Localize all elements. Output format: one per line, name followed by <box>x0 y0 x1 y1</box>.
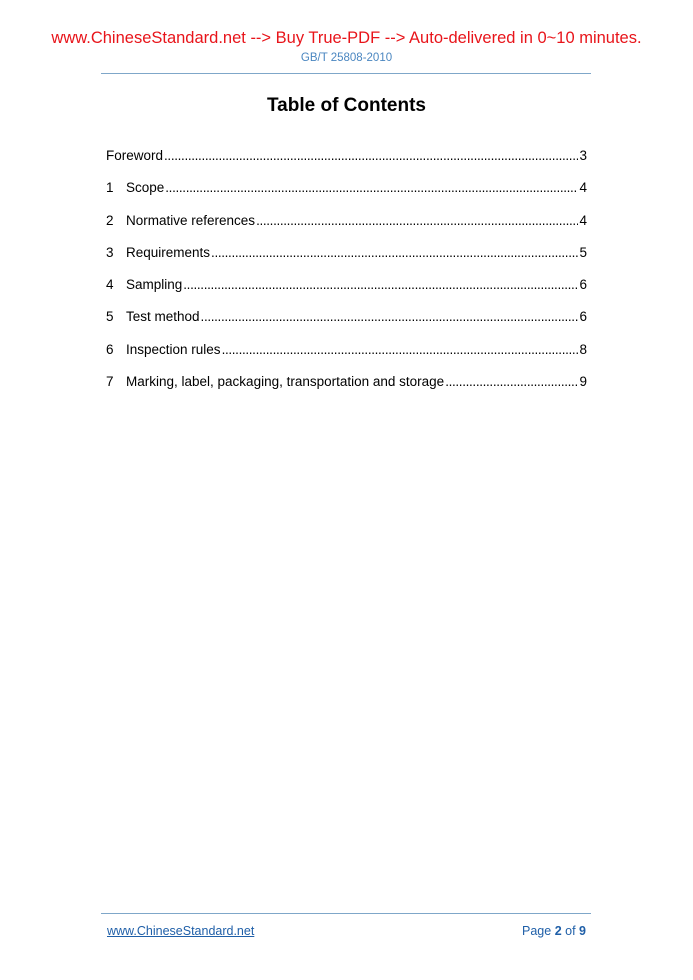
toc-entry-text: Requirements <box>126 244 211 260</box>
toc-entry-page: 4 <box>579 212 587 228</box>
footer-divider <box>101 913 591 914</box>
toc-entry-test-method[interactable] <box>106 308 587 340</box>
promo-banner[interactable]: www.ChineseStandard.net --> Buy True-PDF --> Auto-delivered in 0~10 minutes. <box>51 29 642 47</box>
toc-title: Table of Contents <box>266 95 427 116</box>
toc-entry-text: Test method <box>126 309 200 325</box>
toc-entry-text: Normative references <box>126 212 256 228</box>
toc-dot-leader <box>164 147 578 165</box>
page-total: 9 <box>579 924 586 938</box>
page-current: 2 <box>554 924 562 938</box>
toc-entry-number: 1 <box>106 180 114 196</box>
toc-entry-text: Scope <box>126 180 165 196</box>
toc-dot-leader <box>445 373 578 391</box>
toc-entry-page: 6 <box>579 309 587 325</box>
toc-entry-page: 4 <box>579 180 587 196</box>
toc-entry-number: 7 <box>106 374 114 390</box>
toc-dot-leader <box>256 212 578 230</box>
toc-entry-number: 6 <box>106 341 114 357</box>
toc-entry-text: Inspection rules <box>126 341 221 357</box>
header-divider <box>101 73 591 74</box>
toc-entry-page: 8 <box>579 341 587 357</box>
toc-dot-leader <box>222 341 579 359</box>
footer-website-link[interactable]: www.ChineseStandard.net <box>107 924 255 938</box>
toc-entry-text: Sampling <box>126 277 183 293</box>
toc-entry-number: 4 <box>106 277 114 293</box>
toc-entry-requirements[interactable] <box>106 244 587 276</box>
page-prefix: Page <box>522 924 552 938</box>
document-code: GB/T 25808-2010 <box>300 52 393 64</box>
toc-dot-leader <box>201 308 579 326</box>
table-of-contents <box>106 147 587 405</box>
toc-entry-page: 3 <box>579 148 587 163</box>
toc-dot-leader <box>165 179 578 197</box>
toc-entry-sampling[interactable] <box>106 276 587 308</box>
toc-entry-normative-references[interactable] <box>106 212 587 244</box>
toc-entry-foreword[interactable] <box>106 147 587 179</box>
toc-dot-leader <box>183 276 578 294</box>
toc-entry-page: 5 <box>579 244 587 260</box>
page-indicator <box>522 923 586 939</box>
toc-entry-text: Marking, label, packaging, transportation and storage <box>126 374 445 390</box>
toc-entry-inspection-rules[interactable] <box>106 341 587 373</box>
toc-dot-leader <box>211 244 578 262</box>
toc-entry-scope[interactable] <box>106 179 587 211</box>
toc-entry-number: 5 <box>106 309 114 325</box>
toc-entry-number: 2 <box>106 212 114 228</box>
toc-entry-page: 9 <box>579 374 587 390</box>
toc-entry-text: Foreword <box>106 148 164 163</box>
toc-entry-page: 6 <box>579 277 587 293</box>
toc-entry-number: 3 <box>106 244 114 260</box>
toc-entry-marking-label-packaging[interactable] <box>106 373 587 405</box>
page-separator: of <box>565 924 576 938</box>
